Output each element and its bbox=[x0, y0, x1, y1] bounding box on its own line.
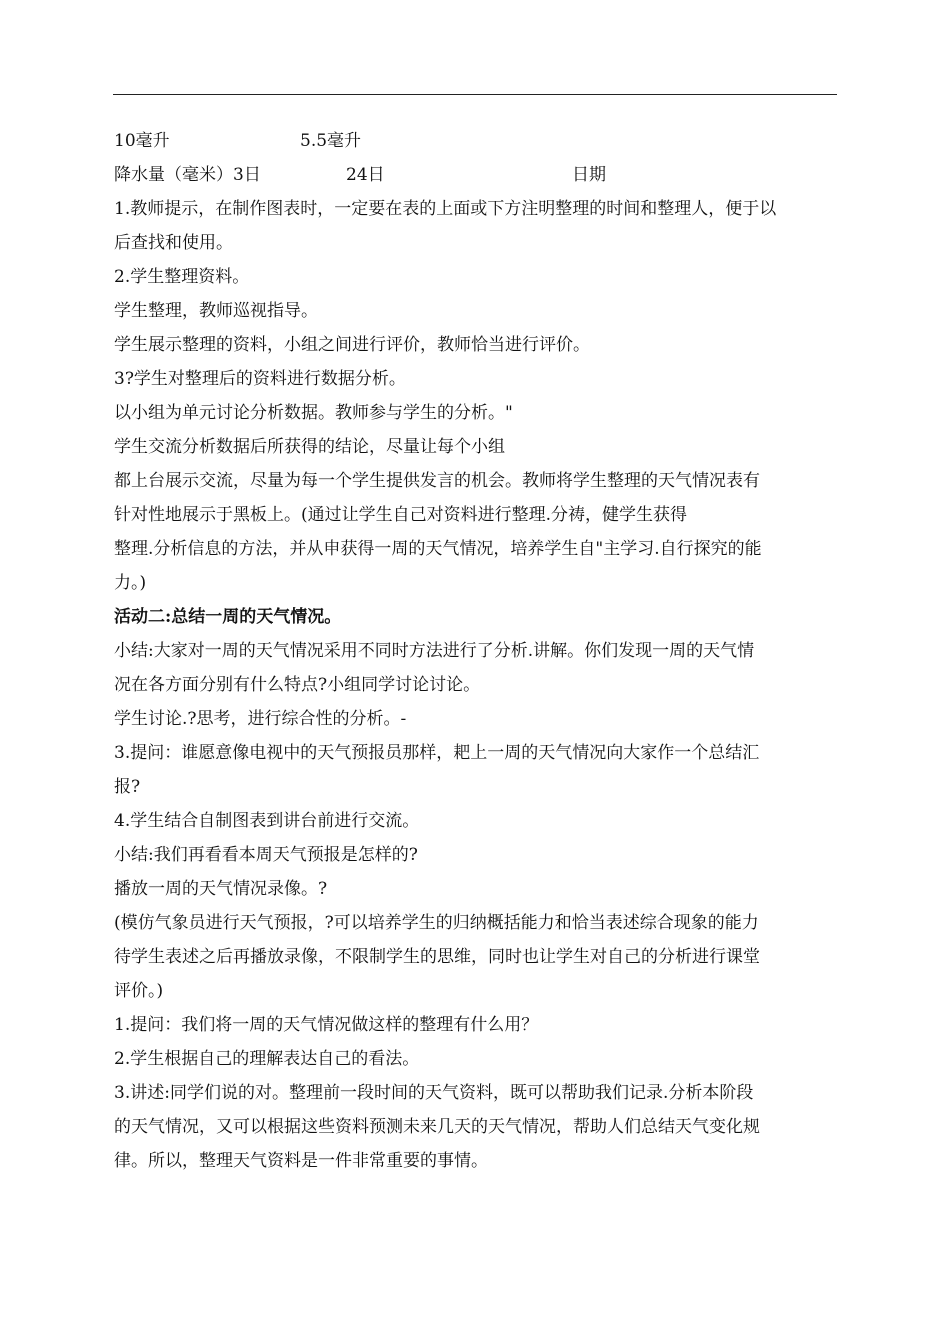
text-line: 待学生表述之后再播放录像，不限制学生的思维，同时也让学生对自己的分析进行课堂 bbox=[114, 947, 760, 967]
text-line: 后查找和使用。 bbox=[114, 233, 233, 253]
text-line: 学生交流分析数据后所获得的结论，尽量让每个小组 bbox=[114, 437, 505, 457]
text-line: 况在各方面分别有什么特点?小组同学讨论讨论。 bbox=[114, 675, 481, 695]
table-fragment-row-2 bbox=[114, 158, 838, 192]
header-rule bbox=[113, 94, 837, 95]
text-line: 3.提问：谁愿意像电视中的天气预报员那样，耙上一周的天气情况向大家作一个总结汇 bbox=[114, 743, 760, 763]
text-line: 力。) bbox=[114, 573, 147, 593]
text-line: 3?学生对整理后的资料进行数据分析。 bbox=[114, 369, 406, 389]
text-line: 小结:大家对一周的天气情况采用不同时方法进行了分析.讲解。你们发现一周的天气情 bbox=[114, 641, 755, 661]
table-cell: 5.5毫升 bbox=[300, 131, 362, 151]
text-line: (模仿气象员进行天气预报，?可以培养学生的归纳概括能力和恰当表述综合现象的能力 bbox=[114, 913, 759, 933]
table-fragment-row-1 bbox=[114, 124, 838, 158]
text-line: 整理.分析信息的方法，并从申获得一周的天气情况，培养学生自"主学习.自行探究的能 bbox=[114, 539, 762, 559]
table-cell: 24日 bbox=[346, 165, 385, 185]
table-cell: 日期 bbox=[572, 165, 606, 185]
text-line: 律。所以，整理天气资料是一件非常重要的事情。 bbox=[114, 1151, 488, 1171]
text-line: 播放一周的天气情况录像。? bbox=[114, 879, 328, 899]
text-line: 1.教师提示，在制作图表时，一定要在表的上面或下方注明整理的时间和整理人，便于以 bbox=[114, 199, 777, 219]
text-line: 报? bbox=[114, 777, 141, 797]
text-line: 以小组为单元讨论分析数据。教师参与学生的分析。" bbox=[114, 403, 513, 423]
text-line: 都上台展示交流，尽量为每一个学生提供发言的机会。教师将学生整理的天气情况表有 bbox=[114, 471, 760, 491]
text-line: 针对性地展示于黑板上。(通过让学生自己对资料进行整理.分祷，健学生获得 bbox=[114, 505, 688, 525]
text-line: 4.学生结合自制图表到讲台前进行交流。 bbox=[114, 811, 420, 831]
text-line: 评价。) bbox=[114, 981, 164, 1001]
text-line: 的天气情况，又可以根据这些资料预测未来几天的天气情况，帮助人们总结天气变化规 bbox=[114, 1117, 760, 1137]
document-body bbox=[114, 124, 838, 1178]
section-heading: 活动二:总结一周的天气情况。 bbox=[114, 607, 342, 627]
text-line: 2.学生根据自己的理解表达自己的看法。 bbox=[114, 1049, 420, 1069]
text-line: 1.提问：我们将一周的天气情况做这样的整理有什么用？ bbox=[114, 1015, 539, 1035]
text-line: 学生展示整理的资料，小组之间进行评价，教师恰当进行评价。 bbox=[114, 335, 590, 355]
text-line: 2.学生整理资料。 bbox=[114, 267, 250, 287]
text-line: 3.讲述:同学们说的对。整理前一段时间的天气资料，既可以帮助我们记录.分析本阶段 bbox=[114, 1083, 754, 1103]
table-cell: 降水量（毫米）3日 bbox=[114, 165, 261, 185]
text-line: 学生整理，教师巡视指导。 bbox=[114, 301, 318, 321]
text-line: 学生讨论.?思考，进行综合性的分析。- bbox=[114, 709, 407, 729]
text-line: 小结:我们再看看本周天气预报是怎样的? bbox=[114, 845, 418, 865]
table-cell: 10毫升 bbox=[114, 131, 170, 151]
